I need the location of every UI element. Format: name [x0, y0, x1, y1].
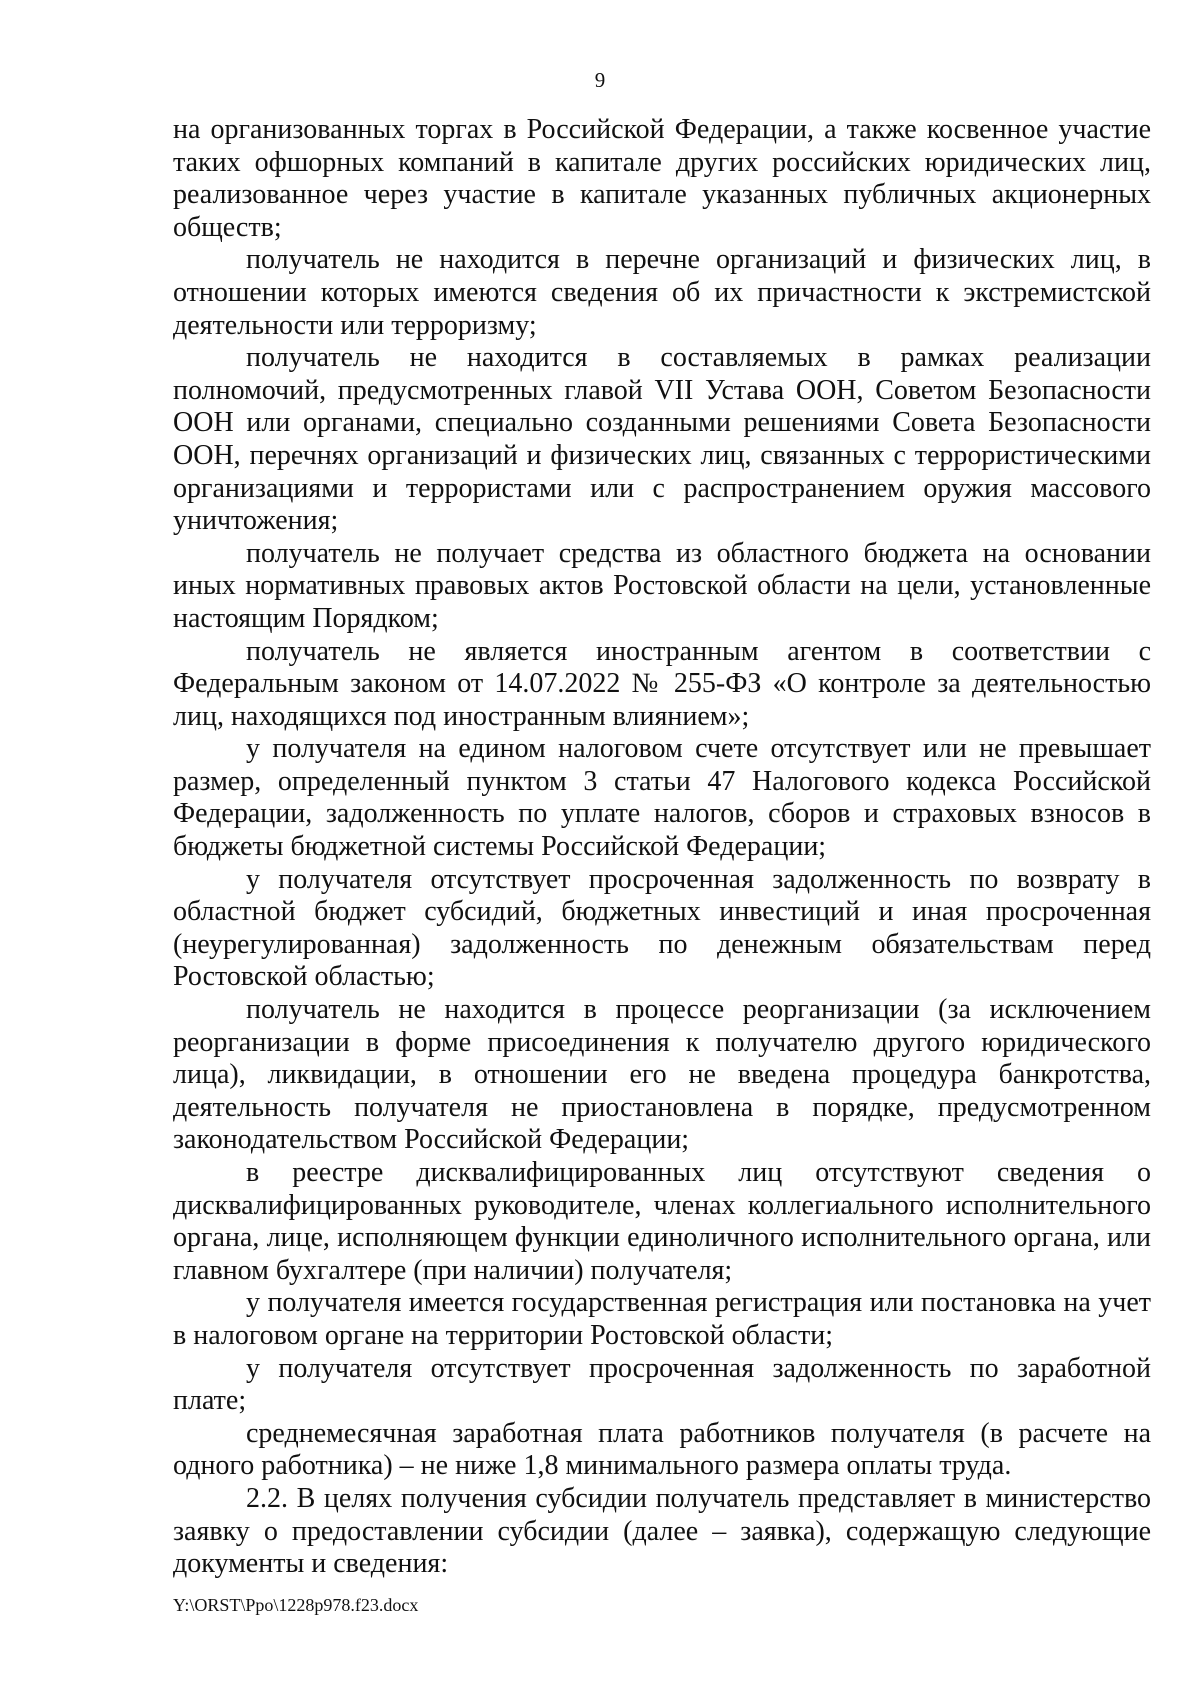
paragraph-2: получатель не находится в перечне организаций и физических лиц, в отношении которых имеются сведения об их причастности к экстремистской деятельности или терроризму; [173, 244, 1151, 341]
file-path-footer: Y:\ORST\Ppo\1228p978.f23.docx [173, 1595, 419, 1615]
page-number: 9 [594, 68, 606, 92]
paragraph-7: у получателя отсутствует просроченная задолженность по возврату в областной бюджет субсидий, бюджетных инвестиций и иная просроченная (неурегулированная) задолженность по денежным обязательствам перед Ростовской областью; [173, 863, 1151, 993]
paragraph-11: у получателя отсутствует просроченная задолженность по заработной плате; [173, 1352, 1151, 1417]
paragraph-4: получатель не получает средства из областного бюджета на основании иных нормативных правовых актов Ростовской области на цели, установленные настоящим Порядком; [173, 537, 1151, 634]
paragraph-8: получатель не находится в процессе реорганизации (за исключением реорганизации в форме присоединения к получателю другого юридического лица), ликвидации, в отношении его не введена процедура банкротства, деятельность получателя не приостановлена в порядке, предусмотренном законодательством Российской Федерации; [173, 994, 1151, 1156]
document-body [173, 114, 1151, 1581]
paragraph-10: у получателя имеется государственная регистрация или постановка на учет в налоговом органе на территории Ростовской области; [173, 1287, 1151, 1351]
paragraph-13: 2.2. В целях получения субсидии получатель представляет в министерство заявку о предоставлении субсидии (далее – заявка), содержащую следующие документы и сведения: [173, 1482, 1151, 1580]
paragraph-12: среднемесячная заработная плата работников получателя (в расчете на одного работника) – не ниже 1,8 минимального размера оплаты труда. [173, 1417, 1151, 1482]
paragraph-1: на организованных торгах в Российской Федерации, а также косвенное участие таких офшорных компаний в капитале других российских юридических лиц, реализованное через участие в капитале указанных публичных акционерных обществ; [173, 114, 1151, 243]
paragraph-3: получатель не находится в составляемых в рамках реализации полномочий, предусмотренных главой VII Устава ООН, Советом Безопасности ООН или органами, специально созданными решениями Совета Безопасности ООН, перечнях организаций и физических лиц, связанных с террористическими организациями и террористами или с распространением оружия массового уничтожения; [173, 342, 1151, 537]
paragraph-9: в реестре дисквалифицированных лиц отсутствуют сведения о дисквалифицированных руководителе, членах коллегиального исполнительного органа, лице, исполняющем функции единоличного исполнительного органа, или главном бухгалтере (при наличии) получателя; [173, 1157, 1151, 1286]
paragraph-6: у получателя на едином налоговом счете отсутствует или не превышает размер, определенный пунктом 3 статьи 47 Налогового кодекса Российской Федерации, задолженность по уплате налогов, сборов и страховых взносов в бюджеты бюджетной системы Российской Федерации; [173, 733, 1151, 863]
paragraph-5: получатель не является иностранным агентом в соответствии с Федеральным законом от 14.07.2022 № 255-ФЗ «О контроле за деятельностью лиц, находящихся под иностранным влиянием»; [173, 635, 1151, 732]
